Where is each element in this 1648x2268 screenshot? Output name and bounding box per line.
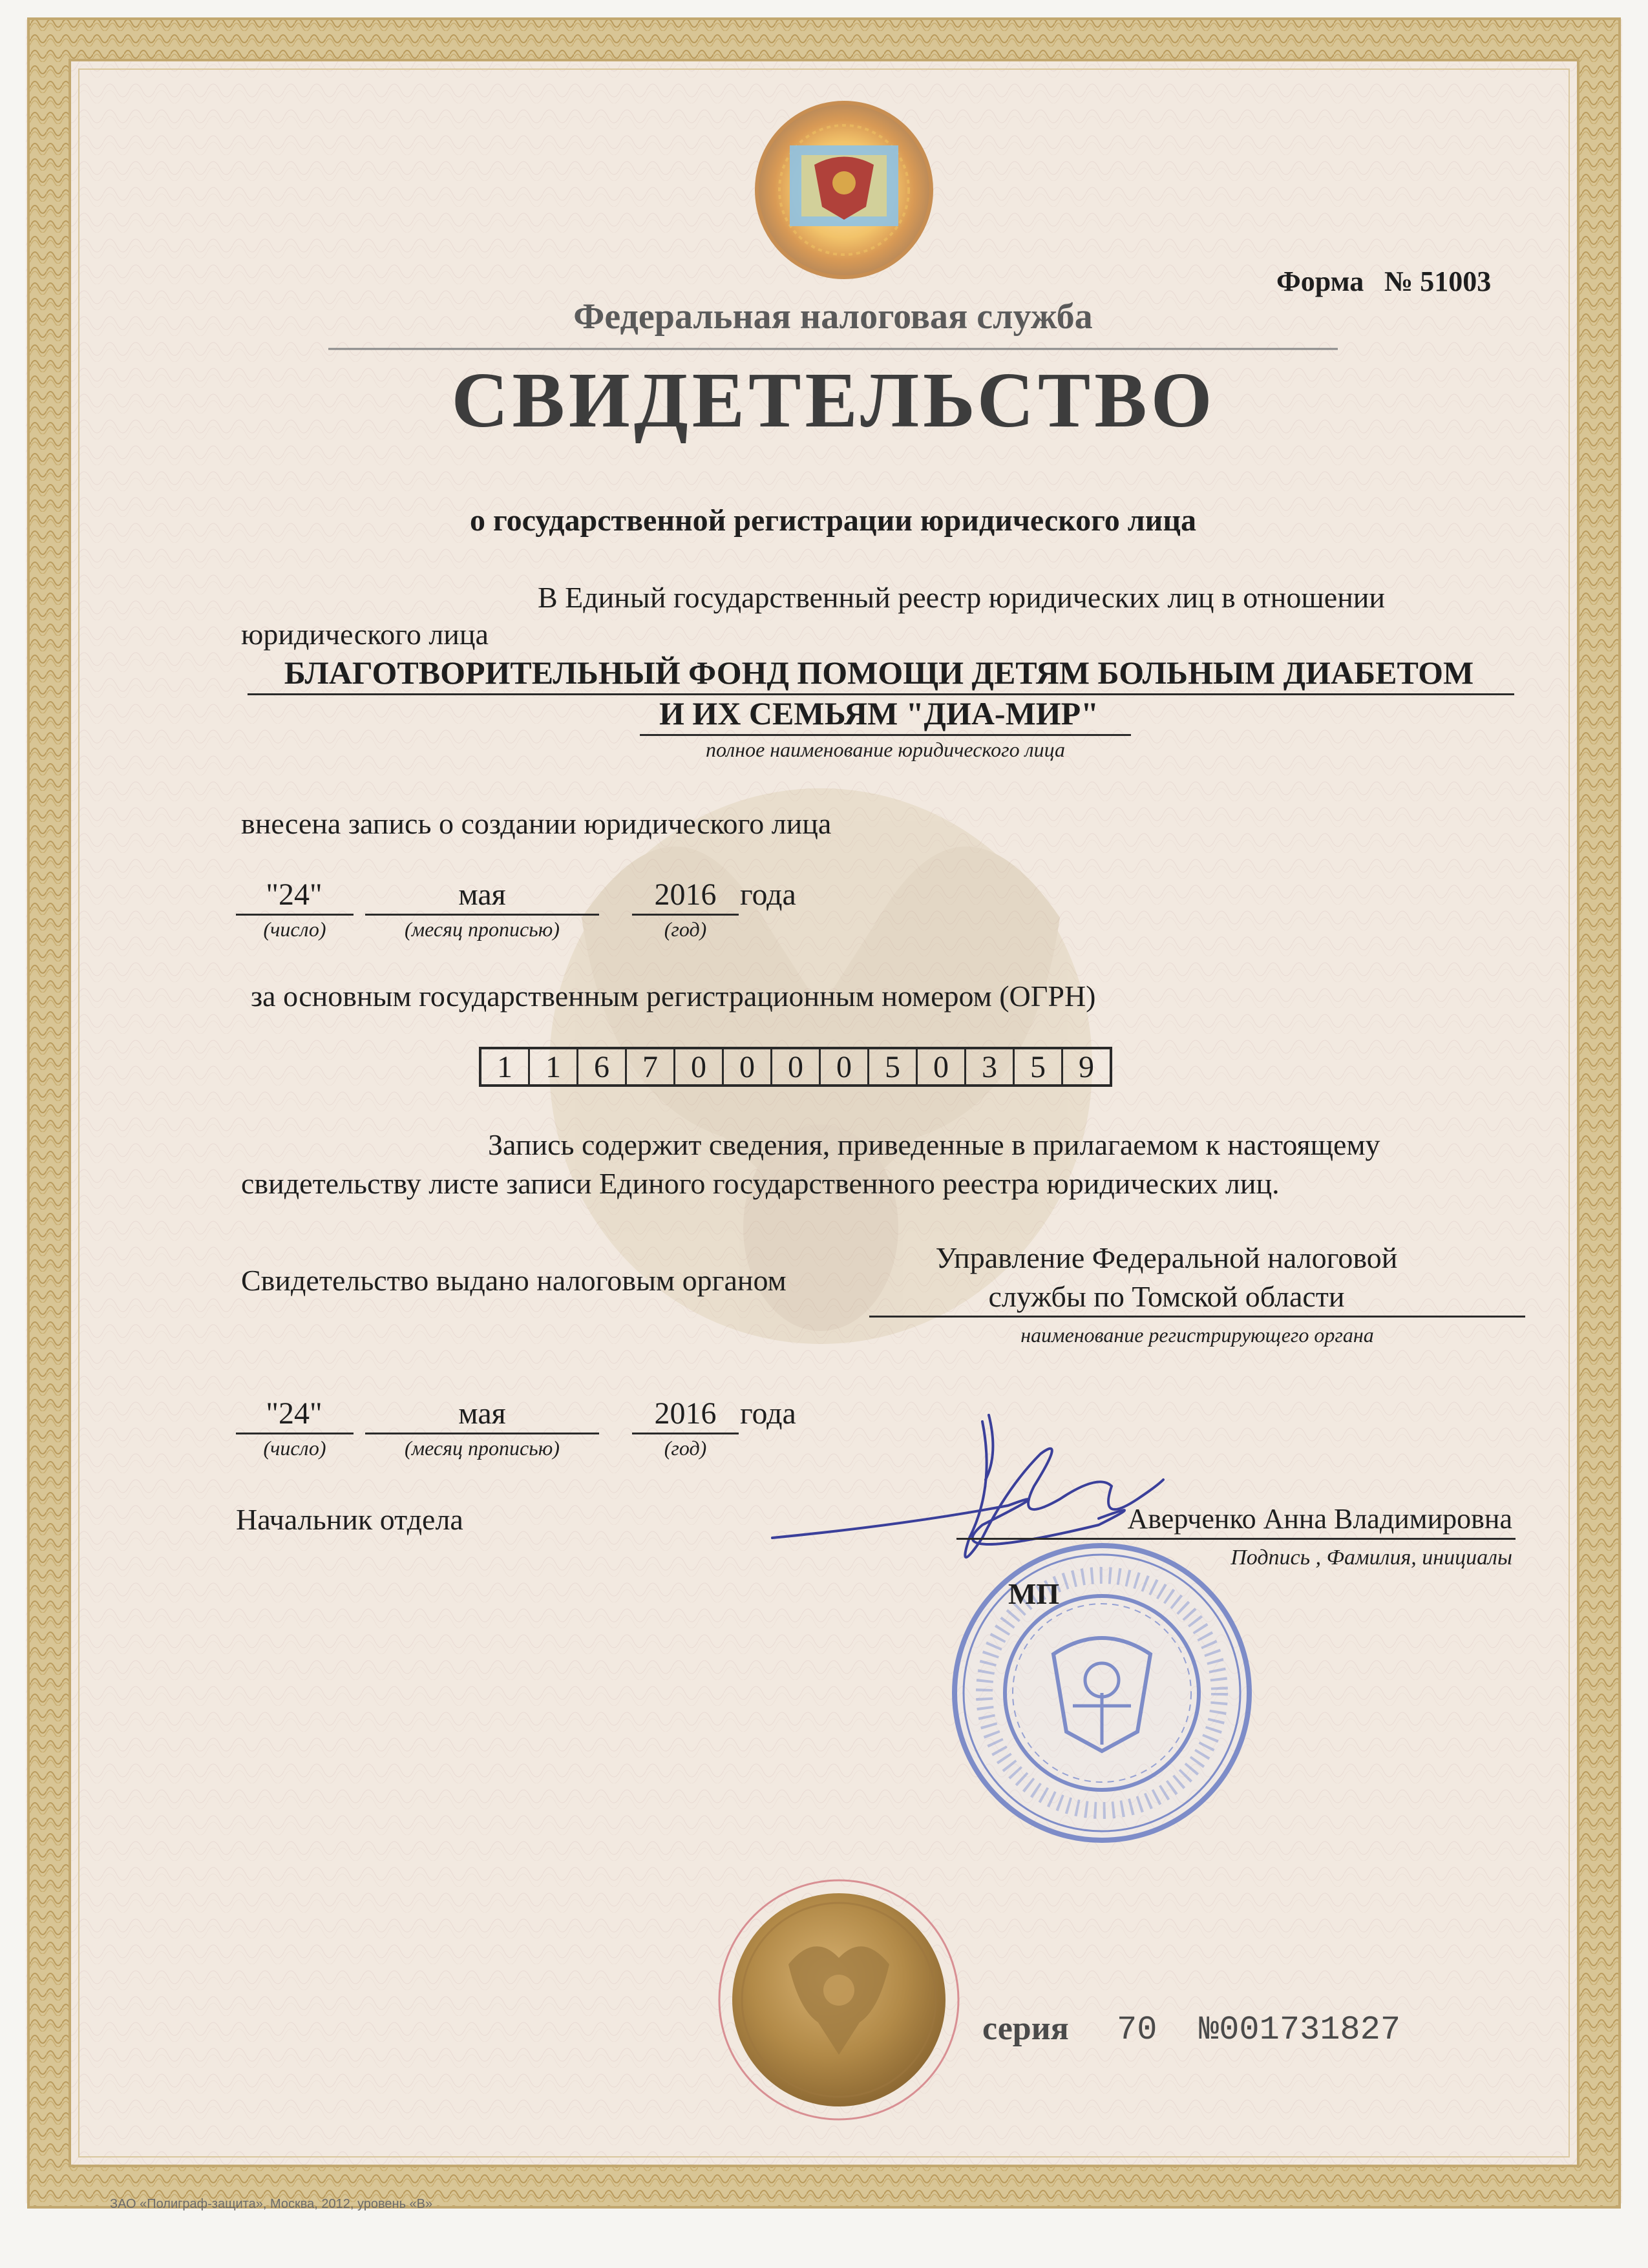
intro-line-2: юридического лица xyxy=(241,618,489,651)
ogrn-digit: 9 xyxy=(1079,1049,1094,1084)
date1-year: 2016 xyxy=(654,877,717,912)
ogrn-digit: 0 xyxy=(918,1049,966,1084)
series-value: 70 xyxy=(1117,2011,1157,2049)
ogrn-label: за основным государственным регистрационным номером (ОГРН) xyxy=(251,980,1096,1013)
printer-note: ЗАО «Полиграф-защита», Москва, 2012, уровень «В» xyxy=(110,2197,433,2211)
hologram-emblem xyxy=(757,103,931,277)
date1-day-caption: (число) xyxy=(263,918,326,941)
date1-month-underline xyxy=(365,914,599,916)
ogrn-digit: 7 xyxy=(627,1049,675,1084)
date2-day: "24" xyxy=(266,1396,322,1431)
document-subtitle: о государственной регистрации юридического лица xyxy=(470,503,1196,538)
date2-day-caption: (число) xyxy=(263,1436,326,1460)
ogrn-digit: 1 xyxy=(530,1049,578,1084)
signatory-name: Аверченко Анна Владимировна xyxy=(1127,1503,1512,1535)
stamp-place-label: МП xyxy=(1008,1577,1060,1610)
date2-month: мая xyxy=(458,1396,506,1431)
date1-month-caption: (месяц прописью) xyxy=(405,918,560,941)
ogrn-digit: 3 xyxy=(966,1049,1015,1084)
ogrn-digit: 0 xyxy=(724,1049,772,1084)
ogrn-digit: 5 xyxy=(1015,1049,1063,1084)
official-stamp xyxy=(955,1546,1249,1840)
date2-year-caption: (год) xyxy=(664,1436,707,1460)
issuer-line-2: службы по Томской области xyxy=(988,1280,1345,1313)
record-info-line-2: свидетельству листе записи Единого государственного реестра юридических лиц. xyxy=(241,1167,1280,1200)
form-number: № 51003 xyxy=(1384,266,1492,297)
issued-by-label: Свидетельство выдано налоговым органом xyxy=(241,1264,787,1297)
entity-name-line-1: БЛАГОТВОРИТЕЛЬНЫЙ ФОНД ПОМОЩИ ДЕТЯМ БОЛЬНЫМ ДИАБЕТОМ xyxy=(284,655,1474,691)
date2-month-underline xyxy=(365,1433,599,1434)
date1-day: "24" xyxy=(266,877,322,912)
ogrn-digit: 1 xyxy=(481,1049,530,1084)
entity-name-caption: полное наименование юридического лица xyxy=(706,738,1065,761)
document-title: СВИДЕТЕЛЬСТВО xyxy=(451,357,1216,444)
ogrn-digit: 0 xyxy=(772,1049,821,1084)
signature-underline xyxy=(956,1538,1516,1540)
signatory-position: Начальник отдела xyxy=(236,1503,463,1536)
signature-caption: Подпись , Фамилия, инициалы xyxy=(1231,1546,1512,1570)
date2-suffix: года xyxy=(740,1396,796,1431)
intro-line-1: В Единый государственный реестр юридических лиц в отношении xyxy=(538,581,1386,614)
form-label: Форма xyxy=(1276,266,1364,297)
issuer-line-1: Управление Федеральной налоговой xyxy=(935,1241,1398,1274)
record-info-line-1: Запись содержит сведения, приведенные в прилагаемом к настоящему xyxy=(488,1128,1380,1161)
date2-year: 2016 xyxy=(654,1396,717,1431)
issuer-underline xyxy=(869,1316,1525,1318)
certificate-number: №001731827 xyxy=(1199,2011,1401,2049)
date1-year-caption: (год) xyxy=(664,918,707,941)
date2-year-underline xyxy=(632,1433,739,1434)
date1-suffix: года xyxy=(740,877,796,912)
ogrn-digit: 6 xyxy=(578,1049,627,1084)
date2-day-underline xyxy=(236,1433,354,1434)
entity-name-line-2: И ИХ СЕМЬЯМ "ДИА-МИР" xyxy=(659,695,1099,731)
ogrn-digit: 5 xyxy=(869,1049,918,1084)
date1-month: мая xyxy=(458,877,506,912)
date1-year-underline xyxy=(632,914,739,916)
ogrn-digit: 0 xyxy=(675,1049,724,1084)
record-created-text: внесена запись о создании юридического лица xyxy=(241,807,832,840)
date1-day-underline xyxy=(236,914,354,916)
entity-name-underline-2 xyxy=(640,734,1131,736)
ogrn-number-box xyxy=(479,1047,1112,1087)
date2-month-caption: (месяц прописью) xyxy=(405,1436,560,1460)
agency-name: Федеральная налоговая служба xyxy=(573,297,1093,337)
issuer-caption: наименование регистрирующего органа xyxy=(1020,1323,1374,1347)
ogrn-digit: 0 xyxy=(821,1049,869,1084)
series-label: серия xyxy=(982,2010,1069,2047)
